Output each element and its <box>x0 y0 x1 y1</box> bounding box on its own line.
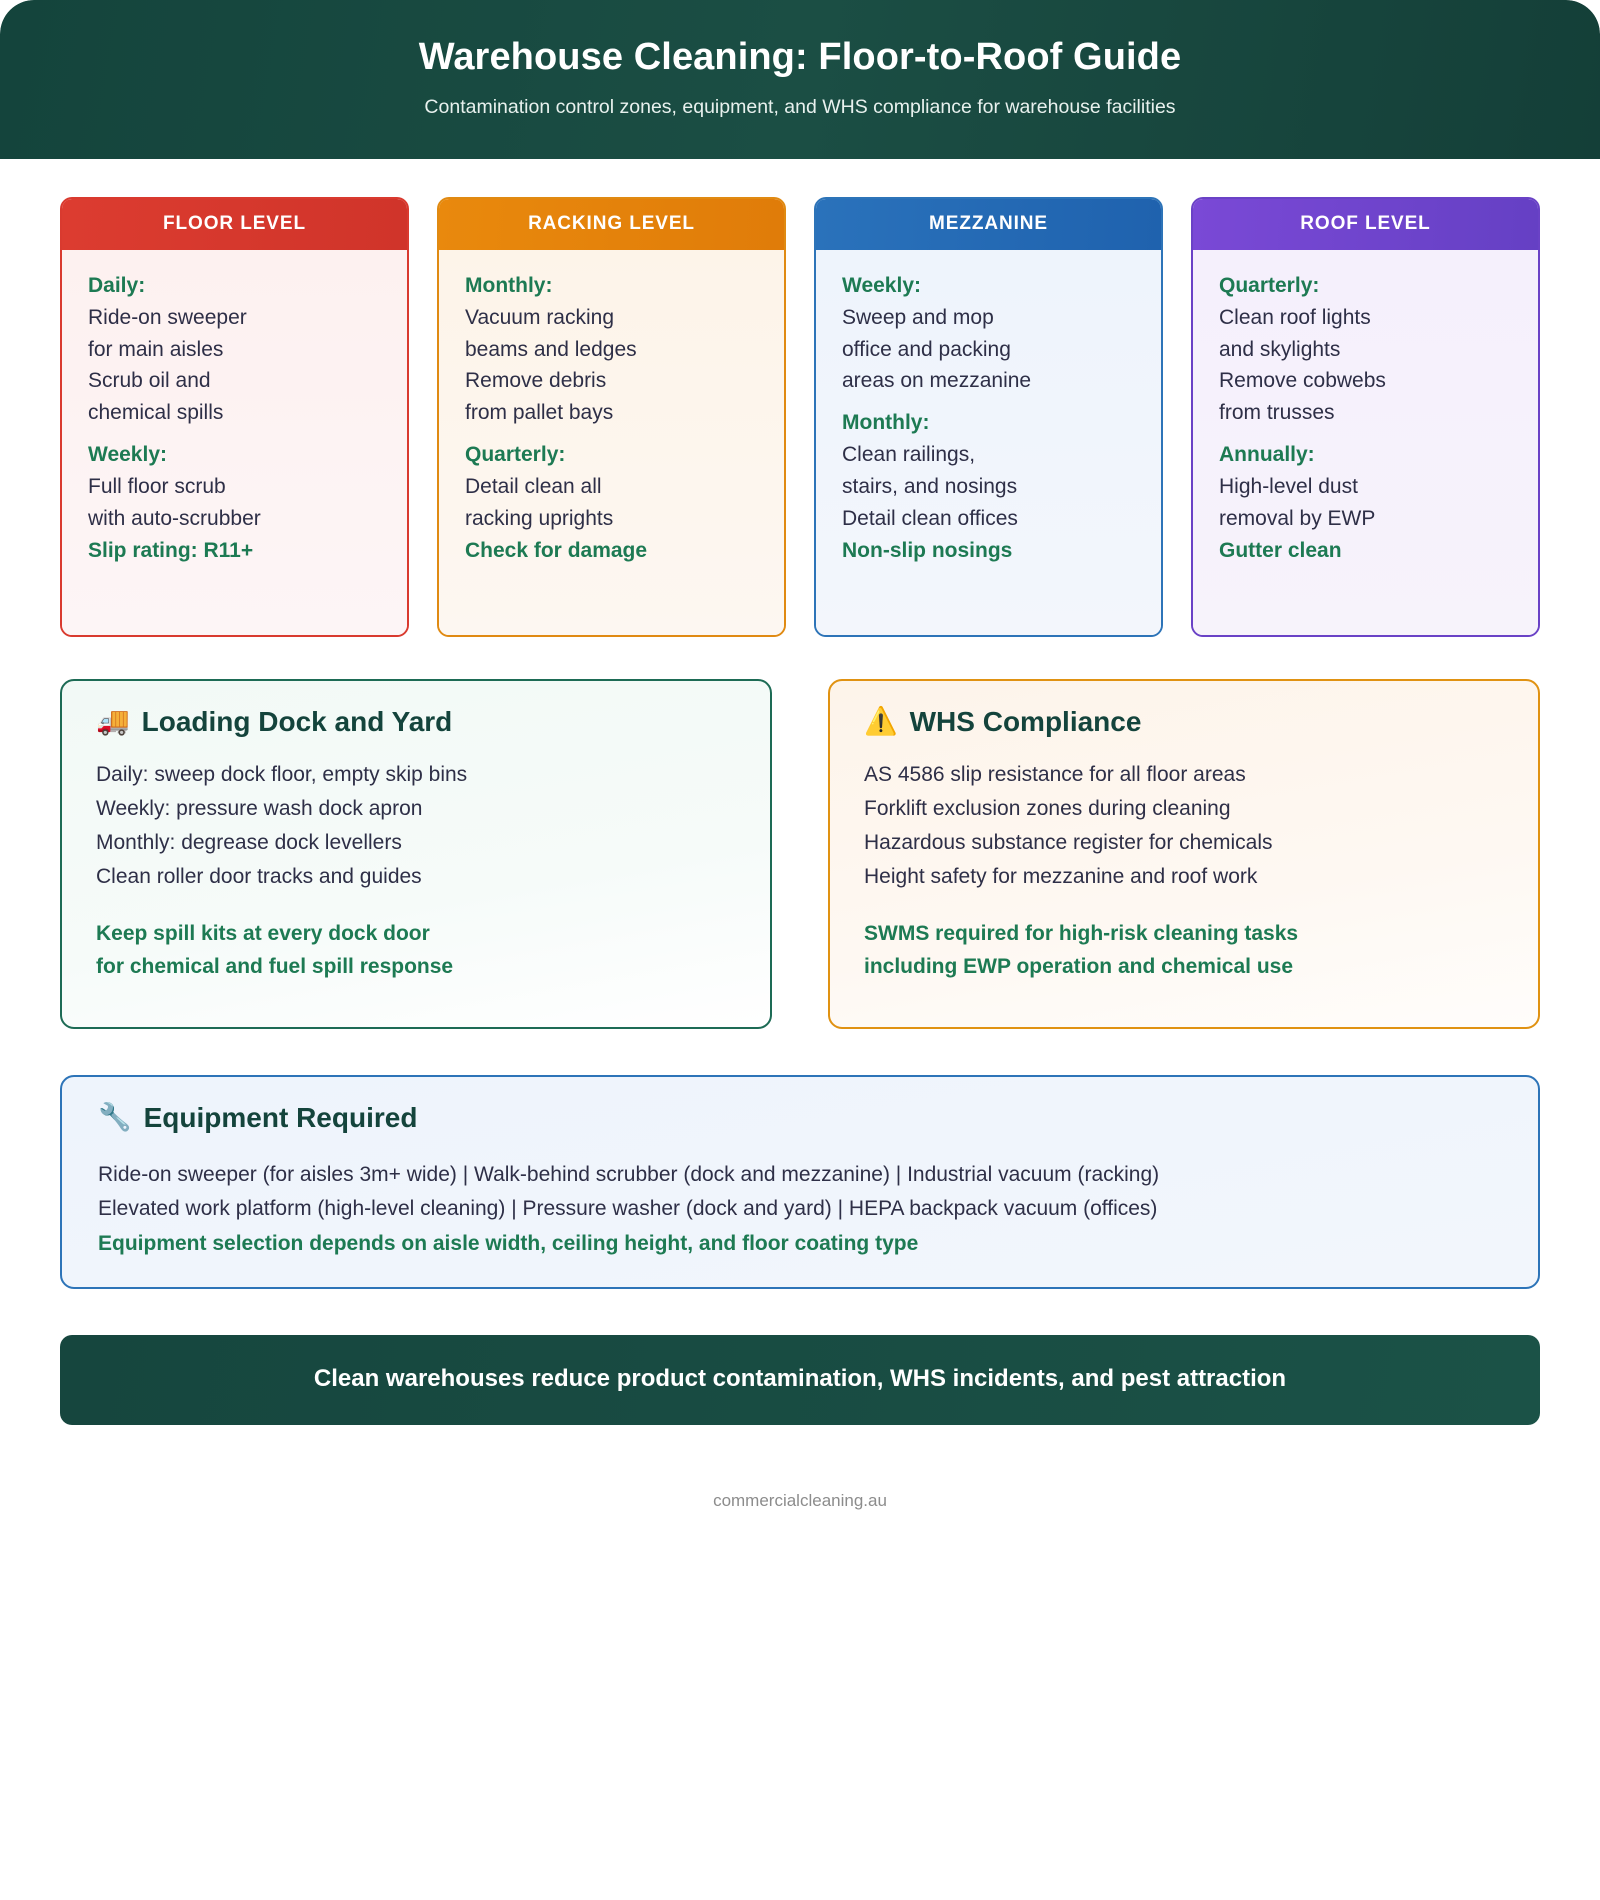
zone-task-line: Ride-on sweeper <box>88 305 247 329</box>
zone-task-line: Full floor scrub <box>88 475 226 499</box>
zone-frequency-label: Annually: <box>1219 443 1315 467</box>
zone-card-racking-level <box>437 197 786 637</box>
whs-compliance-title-text: WHS Compliance <box>909 705 1142 737</box>
zone-card-header: ROOF LEVEL <box>1193 199 1538 250</box>
zone-card-body <box>816 250 1161 635</box>
loading-dock-panel <box>60 679 772 1029</box>
zone-task-line: Scrub oil and <box>88 369 211 393</box>
zone-task-line: High-level dust <box>1219 475 1358 499</box>
whs-note-line: SWMS required for high-risk cleaning tasks <box>864 922 1299 946</box>
attribution-text: commercialcleaning.au <box>713 1490 887 1510</box>
zone-card-mezzanine <box>814 197 1163 637</box>
equipment-line: Ride-on sweeper (for aisles 3m+ wide) | Walk-behind scrubber (dock and mezzanine) | Industrial vacuum (racking) <box>98 1163 1160 1187</box>
wrench-icon: 🔧 <box>98 1101 132 1132</box>
zone-task-line: Detail clean offices <box>842 507 1018 531</box>
zone-card-header: FLOOR LEVEL <box>62 199 407 250</box>
zone-card-header: MEZZANINE <box>816 199 1161 250</box>
page-subtitle: Contamination control zones, equipment, and WHS compliance for warehouse facilities <box>424 95 1176 118</box>
whs-note-line: including EWP operation and chemical use <box>864 954 1294 978</box>
zone-frequency-label: Quarterly: <box>1219 273 1320 297</box>
summary-banner: Clean warehouses reduce product contamination, WHS incidents, and pest attraction <box>60 1335 1540 1425</box>
zone-note: Gutter clean <box>1219 538 1342 562</box>
equipment-title <box>98 1101 1502 1135</box>
dock-note-line: Keep spill kits at every dock door <box>96 922 430 946</box>
zone-card-row <box>0 159 1600 637</box>
zone-card-body <box>1193 250 1538 635</box>
dock-task-line: Daily: sweep dock floor, empty skip bins <box>96 763 468 787</box>
zone-card-roof-level <box>1191 197 1540 637</box>
equipment-note: Equipment selection depends on aisle width, ceiling height, and floor coating type <box>98 1232 919 1256</box>
zone-frequency-label: Weekly: <box>88 443 167 467</box>
zone-task-line: stairs, and nosings <box>842 475 1018 499</box>
zone-task-line: with auto-scrubber <box>88 507 261 531</box>
zone-task-line: Vacuum racking <box>465 305 615 329</box>
whs-compliance-panel <box>828 679 1540 1029</box>
zone-frequency-label: Quarterly: <box>465 443 566 467</box>
zone-task-line: chemical spills <box>88 401 224 425</box>
zone-task-line: from trusses <box>1219 401 1335 425</box>
zone-task-line: areas on mezzanine <box>842 369 1032 393</box>
loading-dock-title <box>96 705 736 739</box>
panel-row <box>0 637 1600 1029</box>
zone-task-line: Clean roof lights <box>1219 305 1371 329</box>
zone-frequency-label: Weekly: <box>842 273 921 297</box>
loading-dock-title-text: Loading Dock and Yard <box>141 705 453 737</box>
equipment-title-text: Equipment Required <box>143 1101 418 1133</box>
dock-task-line: Monthly: degrease dock levellers <box>96 831 402 855</box>
equipment-line: Elevated work platform (high-level cleaning) | Pressure washer (dock and yard) | HEPA backpack vacuum (offices) <box>98 1197 1158 1221</box>
zone-task-line: beams and ledges <box>465 337 637 361</box>
warning-icon: ⚠️ <box>864 705 898 736</box>
zone-card-floor-level <box>60 197 409 637</box>
truck-icon: 🚚 <box>96 705 130 736</box>
zone-task-line: Clean railings, <box>842 443 976 467</box>
zone-task-line: and skylights <box>1219 337 1341 361</box>
whs-compliance-title <box>864 705 1504 739</box>
zone-task-line: Remove cobwebs <box>1219 369 1386 393</box>
zone-frequency-label: Monthly: <box>465 273 553 297</box>
whs-requirement-line: Hazardous substance register for chemicals <box>864 831 1273 855</box>
zone-note: Check for damage <box>465 538 648 562</box>
zone-task-line: Sweep and mop <box>842 305 994 329</box>
zone-task-line: Detail clean all <box>465 475 602 499</box>
zone-task-line: office and packing <box>842 337 1011 361</box>
page-title: Warehouse Cleaning: Floor-to-Roof Guide <box>418 36 1182 78</box>
zone-note: Slip rating: R11+ <box>88 538 254 562</box>
zone-task-line: racking uprights <box>465 507 614 531</box>
dock-task-line: Weekly: pressure wash dock apron <box>96 797 423 821</box>
dock-task-line: Clean roller door tracks and guides <box>96 865 422 889</box>
zone-frequency-label: Daily: <box>88 273 146 297</box>
dock-note-line: for chemical and fuel spill response <box>96 954 454 978</box>
equipment-required-panel <box>60 1075 1540 1289</box>
page-header <box>0 0 1600 159</box>
zone-task-line: removal by EWP <box>1219 507 1376 531</box>
zone-card-body <box>62 250 407 635</box>
whs-requirement-line: Forklift exclusion zones during cleaning <box>864 797 1231 821</box>
whs-requirement-line: AS 4586 slip resistance for all floor areas <box>864 763 1246 787</box>
whs-requirement-line: Height safety for mezzanine and roof work <box>864 865 1258 889</box>
zone-card-header: RACKING LEVEL <box>439 199 784 250</box>
zone-card-body <box>439 250 784 635</box>
zone-task-line: Remove debris <box>465 369 607 393</box>
zone-note: Non-slip nosings <box>842 538 1013 562</box>
zone-task-line: for main aisles <box>88 337 224 361</box>
zone-task-line: from pallet bays <box>465 401 614 425</box>
zone-frequency-label: Monthly: <box>842 411 930 435</box>
